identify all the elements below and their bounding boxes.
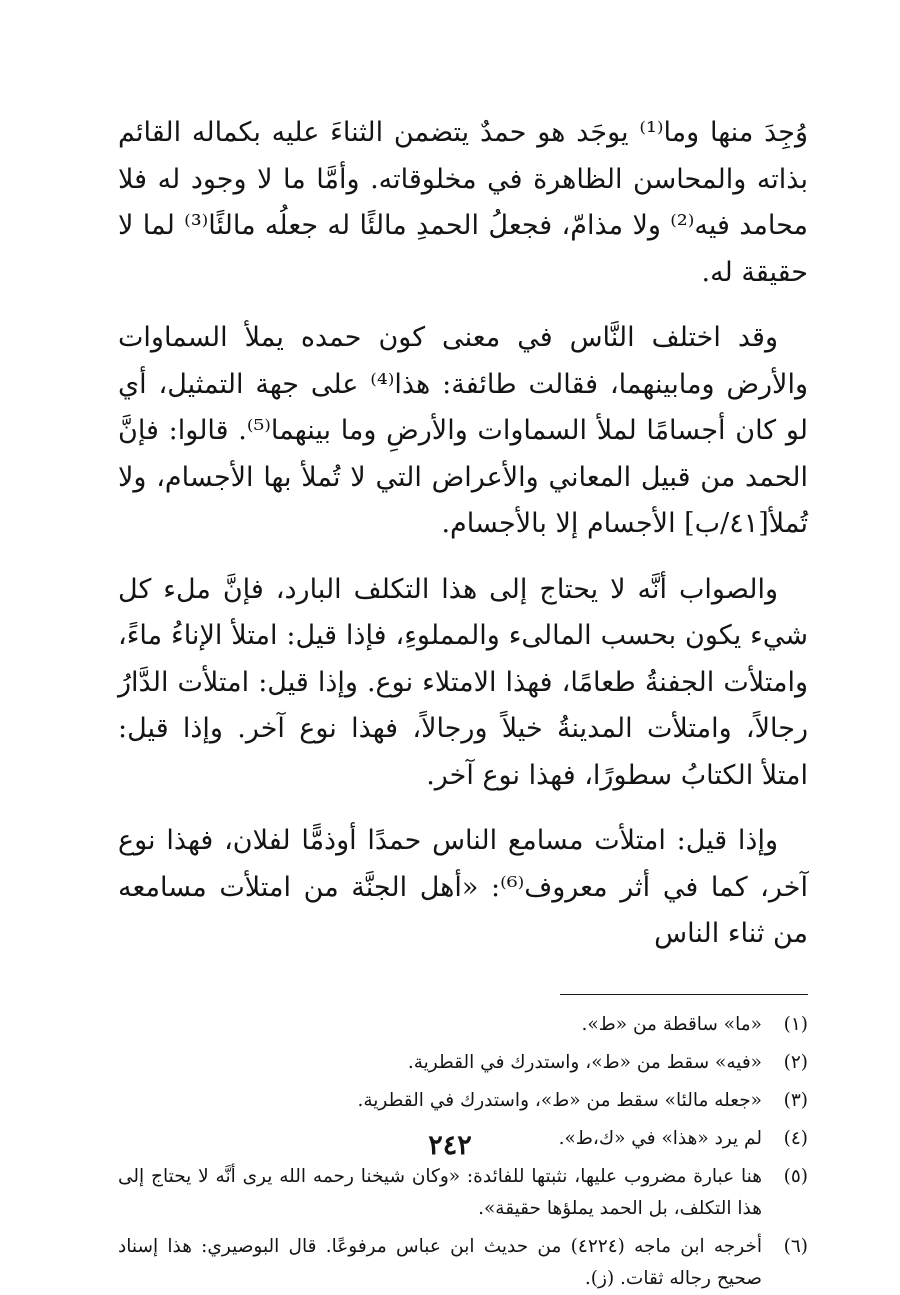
footnote-text: أخرجه ابن ماجه (٤٢٢٤) من حديث ابن عباس مرفوعًا. قال البوصيري: هذا إسناد صحيح رجاله ثقات. (ز). [118, 1235, 762, 1289]
footnote-text: لم يرد «هذا» في «ك،ط». [558, 1127, 762, 1149]
main-text [118, 110, 808, 958]
footnote-number: (٣) [783, 1089, 808, 1111]
paragraph: والصواب أنَّه لا يحتاج إلى هذا التكلف البارد، فإنَّ ملء كل شيء يكون بحسب المالىء والمملوءِ، فإذا قيل: امتلأ الإناءُ ماءً، وامتلأت الجفنةُ طعامًا، فهذا الامتلاء نوع. وإذا قيل: امتلأت الدَّارُ رجالاً، وامتلأت المدينةُ خيلاً ورجالاً، فهذا نوع آخر. وإذا قيل: امتلأ الكتابُ سطورًا، فهذا نوع آخر. [118, 573, 808, 791]
footnote-separator [560, 994, 808, 995]
paragraph: وقد اختلف النَّاس في معنى كون حمده يملأ السماوات والأرض ومابينهما، فقالت طائفة: هذا⁽⁴⁾ على جهة التمثيل، أي لو كان أجسامًا لملأ السماوات والأرضِ وما بينهما⁽⁵⁾. قالوا: فإنَّ الحمد من قبيل المعاني والأعراض التي لا تُملأ بها الأجسام، ولا تُملأ[٤١/ب] الأجسام إلا بالأجسام. [118, 322, 809, 539]
footnote-text: «جعله مالئا» سقط من «ط»، واستدرك في القطرية. [357, 1089, 762, 1111]
paragraph: وُجِدَ منها وما⁽¹⁾ يوجَد هو حمدٌ يتضمن الثناءَ عليه بكماله القائم بذاته والمحاسن الظاهرة في مخلوقاته. وأمَّا ما لا وجود له فلا محامد فيه⁽²⁾ ولا مذامّ، فجعلُ الحمدِ مالئًا له جعلُه مالئًا⁽³⁾ لما لا حقيقة له. [118, 117, 809, 288]
footnote-text: «فيه» سقط من «ط»، واستدرك في القطرية. [407, 1051, 762, 1073]
footnote [118, 1231, 808, 1295]
page-number: ٢٤٢ [428, 1130, 472, 1161]
footnote-text: هنا عبارة مضروب عليها، نثبتها للفائدة: «وكان شيخنا رحمه الله يرى أنَّه لا يحتاج إلى هذا التكلف، بل الحمد يملؤها حقيقة». [118, 1165, 762, 1219]
footnote-number: (٢) [783, 1051, 808, 1073]
footnote-number: (١) [783, 1013, 808, 1035]
footnote-number: (٤) [783, 1127, 808, 1149]
footnote-number: (٦) [783, 1235, 808, 1257]
footnote [118, 1047, 808, 1079]
footnote [118, 1161, 808, 1225]
footnote-text: «ما» ساقطة من «ط». [581, 1013, 762, 1035]
footnote-number: (٥) [783, 1165, 808, 1187]
footnote [118, 1085, 808, 1117]
paragraph: وإذا قيل: امتلأت مسامع الناس حمدًا أوذمًّا لفلان، فهذا نوع آخر، كما في أثر معروف⁽⁶⁾: «أهل الجنَّة من امتلأت مسامعه من ثناء الناس [118, 825, 808, 949]
footnote [118, 1009, 808, 1041]
